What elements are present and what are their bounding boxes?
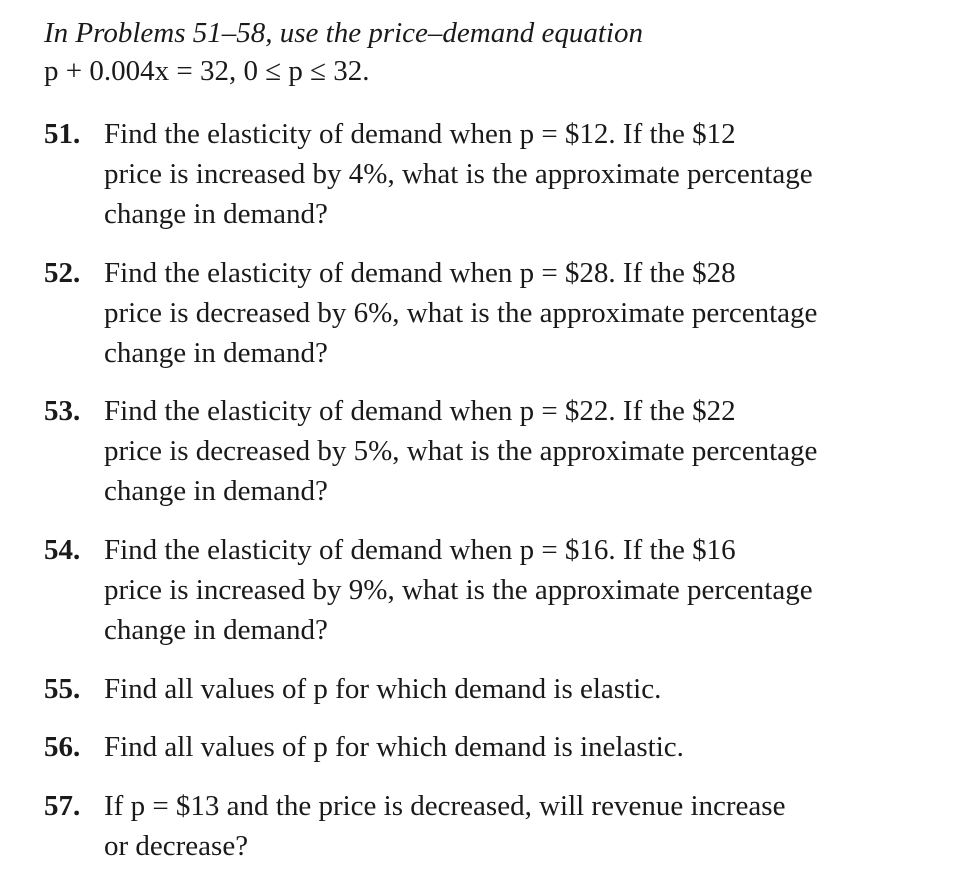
problem-55 xyxy=(44,669,944,709)
problem-line: change in demand? xyxy=(104,337,328,369)
problem-number: 51. xyxy=(44,118,81,150)
problem-line: price is decreased by 6%, what is the approximate percentage xyxy=(104,297,818,329)
problem-text xyxy=(104,391,944,511)
problem-text xyxy=(104,253,944,373)
problem-line: Find all values of p for which demand is elastic. xyxy=(104,673,662,705)
problem-number: 57. xyxy=(44,790,81,822)
problem-set-intro xyxy=(44,14,643,90)
problem-line: Find the elasticity of demand when p = $22. If the $22 xyxy=(104,395,736,427)
problem-line: change in demand? xyxy=(104,475,328,507)
problem-number: 55. xyxy=(44,673,81,705)
problem-54 xyxy=(44,530,944,650)
problem-number: 53. xyxy=(44,395,81,427)
intro-lead-text: In Problems 51–58, use the price–demand equation xyxy=(44,17,643,49)
problem-line: price is decreased by 5%, what is the approximate percentage xyxy=(104,435,818,467)
problem-number: 54. xyxy=(44,534,81,566)
problem-line: or decrease? xyxy=(104,830,249,862)
problem-line: Find the elasticity of demand when p = $28. If the $28 xyxy=(104,257,736,289)
problem-line: Find the elasticity of demand when p = $12. If the $12 xyxy=(104,118,736,150)
problem-text xyxy=(104,530,944,650)
problem-line: price is increased by 9%, what is the approximate percentage xyxy=(104,574,813,606)
problem-text xyxy=(104,669,944,709)
problem-52 xyxy=(44,253,944,373)
problem-line: Find all values of p for which demand is inelastic. xyxy=(104,731,684,763)
problem-text xyxy=(104,727,944,767)
problem-number: 56. xyxy=(44,731,81,763)
problem-text xyxy=(104,114,944,234)
problem-56 xyxy=(44,727,944,767)
problem-line: change in demand? xyxy=(104,614,328,646)
problem-line: If p = $13 and the price is decreased, will revenue increase xyxy=(104,790,786,822)
problem-53 xyxy=(44,391,944,511)
problem-line: change in demand? xyxy=(104,198,328,230)
problem-number: 52. xyxy=(44,257,81,289)
problem-text xyxy=(104,786,944,866)
problem-line: price is increased by 4%, what is the approximate percentage xyxy=(104,158,813,190)
problem-57 xyxy=(44,786,944,866)
problem-line: Find the elasticity of demand when p = $16. If the $16 xyxy=(104,534,736,566)
price-demand-equation: p + 0.004x = 32, 0 ≤ p ≤ 32. xyxy=(44,55,370,87)
problem-51 xyxy=(44,114,944,234)
